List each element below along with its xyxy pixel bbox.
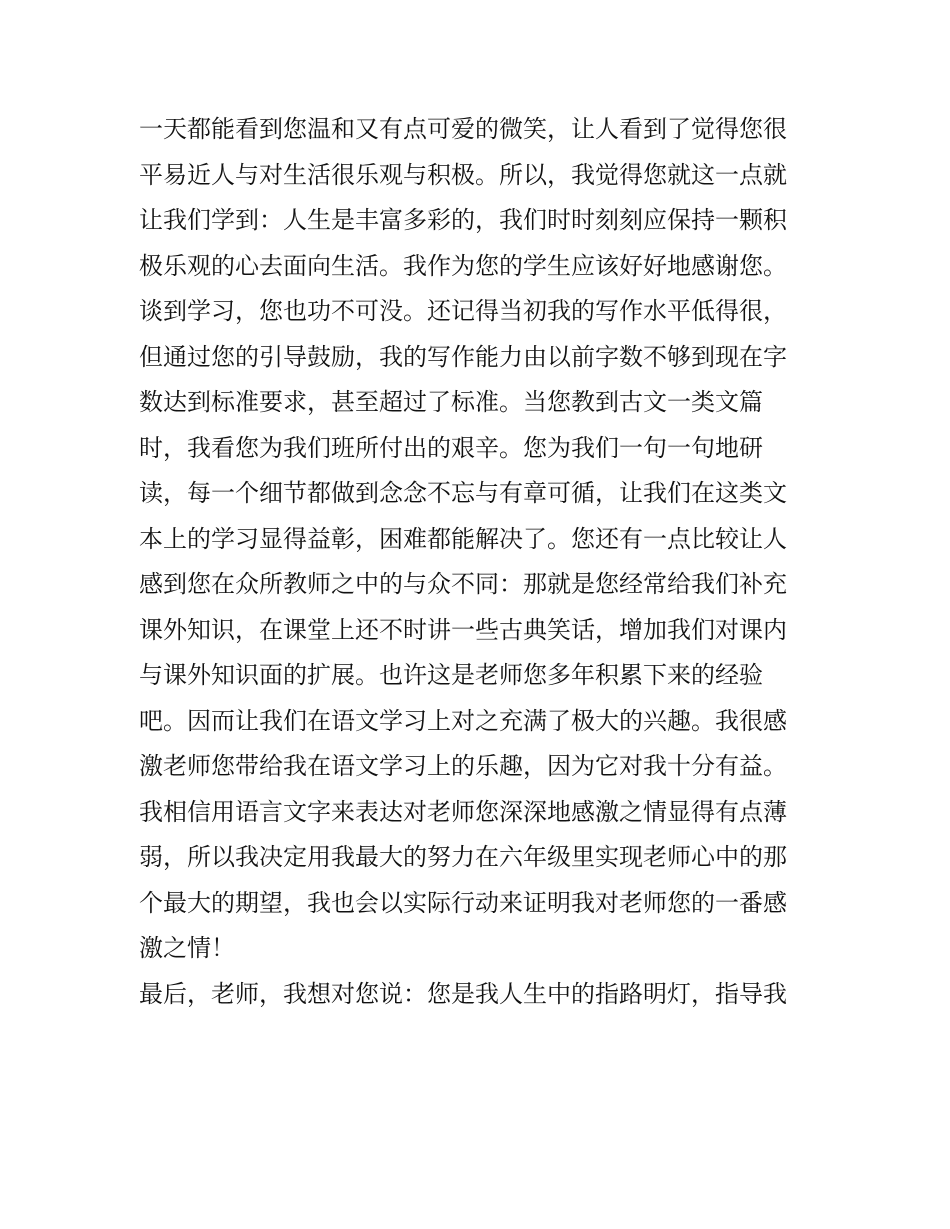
text-line: 激之情！ bbox=[139, 934, 235, 962]
text-line: 极乐观的心去面向生活。我作为您的学生应该好好地感谢您。 bbox=[139, 251, 787, 280]
text-line: 感到您在众所教师之中的与众不同：那就是您经常给我们补充 bbox=[139, 570, 787, 598]
text-line: 我相信用语言文字来表达对老师您深深地感激之情显得有点薄 bbox=[139, 797, 787, 826]
text-line: 最后，老师，我想对您说：您是我人生中的指路明灯，指导我 bbox=[139, 979, 787, 1008]
text-line: 弱，所以我决定用我最大的努力在六年级里实现老师心中的那 bbox=[139, 843, 787, 871]
text-line: 数达到标准要求，甚至超过了标准。当您教到古文一类文篇 bbox=[139, 388, 763, 416]
text-line: 时，我看您为我们班所付出的艰辛。您为我们一句一句地研 bbox=[139, 433, 763, 462]
text-line: 吧。因而让我们在语文学习上对之充满了极大的兴趣。我很感 bbox=[139, 706, 787, 735]
text-line: 课外知识，在课堂上还不时讲一些古典笑话，增加我们对课内 bbox=[139, 615, 787, 644]
text-line: 一天都能看到您温和又有点可爱的微笑，让人看到了觉得您很 bbox=[139, 115, 787, 143]
text-line: 但通过您的引导鼓励，我的写作能力由以前字数不够到现在字 bbox=[139, 342, 787, 371]
text-line: 平易近人与对生活很乐观与积极。所以，我觉得您就这一点就 bbox=[139, 160, 787, 189]
text-line: 谈到学习，您也功不可没。还记得当初我的写作水平低得很， bbox=[139, 297, 787, 325]
text-line: 与课外知识面的扩展。也许这是老师您多年积累下来的经验 bbox=[139, 661, 763, 689]
text-line: 个最大的期望，我也会以实际行动来证明我对老师您的一番感 bbox=[139, 888, 787, 917]
text-line: 让我们学到：人生是丰富多彩的，我们时时刻刻应保持一颗积 bbox=[139, 206, 787, 234]
body-text bbox=[139, 107, 819, 1017]
text-line: 本上的学习显得益彰，困难都能解决了。您还有一点比较让人 bbox=[139, 524, 787, 553]
text-line: 读，每一个细节都做到念念不忘与有章可循，让我们在这类文 bbox=[139, 479, 787, 507]
text-line: 激老师您带给我在语文学习上的乐趣，因为它对我十分有益。 bbox=[139, 752, 787, 780]
